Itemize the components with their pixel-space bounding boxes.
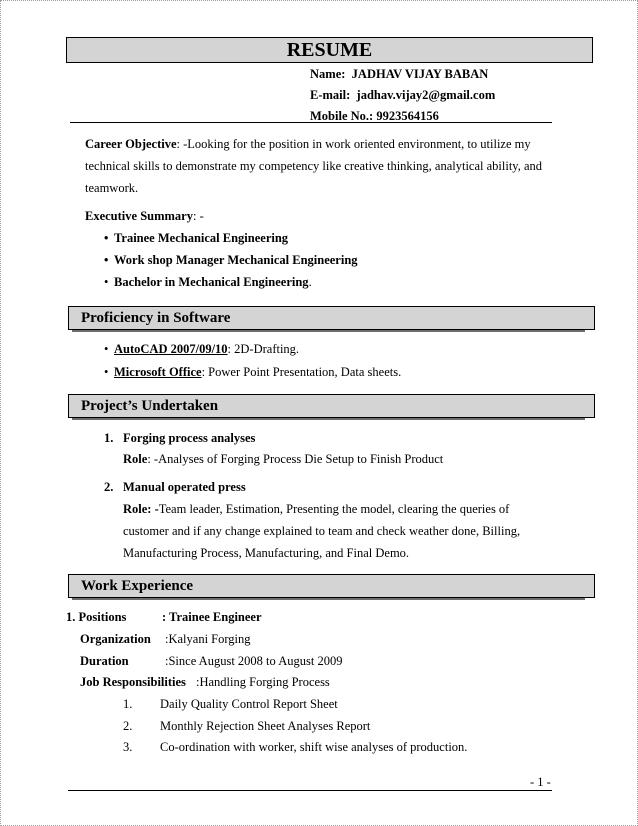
career-objective-text-3: teamwork.	[85, 181, 139, 195]
executive-summary-heading	[85, 205, 204, 227]
duration-value: :Since August 2008 to August 2009	[165, 654, 343, 668]
organization-value: :Kalyani Forging	[165, 632, 251, 646]
project-number: 2.	[104, 480, 114, 494]
section-heading-work: Work Experience	[68, 574, 595, 598]
organization-label: Organization	[80, 632, 151, 646]
name-value: JADHAV VIJAY BABAN	[351, 67, 489, 81]
duty-number: 2.	[123, 719, 133, 733]
section-heading-projects: Project’s Undertaken	[68, 394, 595, 418]
name-separator: :	[341, 67, 346, 81]
executive-item: • Work shop Manager Mechanical Engineering	[104, 253, 358, 267]
project-role	[123, 498, 555, 520]
job-responsibilities-value: :Handling Forging Process	[196, 675, 330, 689]
duration-label: Duration	[80, 654, 129, 668]
bullet-icon: •	[104, 365, 109, 379]
executive-item: • Trainee Mechanical Engineering	[104, 231, 289, 245]
career-objective-line-1	[85, 133, 554, 155]
duty-number: 1.	[123, 697, 133, 711]
project-role-line: customer and if any change explained to team and check weather done, Billing,	[123, 524, 521, 538]
email-value: jadhav.vijay2@gmail.com	[356, 88, 496, 102]
career-objective-label: Career Objective	[85, 137, 177, 151]
name-label: Name	[310, 67, 342, 81]
contact-name	[310, 67, 488, 82]
project-title: Manual operated press	[123, 480, 246, 494]
role-text: Team leader, Estimation, Presenting the model, clearing the queries of	[158, 502, 510, 516]
footer-divider	[68, 790, 552, 791]
project-title: Forging process analyses	[123, 431, 256, 445]
role-label: Role	[123, 452, 148, 466]
bullet-icon: •	[104, 231, 109, 245]
mobile-value: 9923564156	[376, 109, 439, 123]
contact-divider	[70, 122, 552, 123]
career-objective-text-2: technical skills to demonstrate my competency like creative thinking, analytical ability, and	[85, 159, 543, 173]
duty-text: Daily Quality Control Report Sheet	[160, 697, 338, 711]
duty-number: 3.	[123, 740, 133, 754]
career-objective-text-1: : -Looking for the position in work oriented environment, to utilize my	[176, 137, 531, 151]
role-text: : -Analyses of Forging Process Die Setup to Finish Product	[147, 452, 444, 466]
positions-value: : Trainee Engineer	[162, 610, 262, 624]
positions-label: 1. Positions	[66, 610, 127, 624]
software-item: • Microsoft Office: Power Point Presentation, Data sheets.	[104, 365, 402, 379]
bullet-icon: •	[104, 253, 109, 267]
bullet-icon: •	[104, 275, 109, 289]
project-number: 1.	[104, 431, 114, 445]
contact-email	[310, 88, 495, 103]
mobile-label: Mobile No.:	[310, 109, 374, 123]
project-role-line: Manufacturing Process, Manufacturing, and Final Demo.	[123, 546, 410, 560]
resume-title: RESUME	[66, 37, 593, 63]
career-objective-line-2	[85, 155, 554, 177]
job-responsibilities-label: Job Responsibilities	[80, 675, 186, 689]
page-number: - 1 -	[530, 775, 551, 789]
executive-item: • Bachelor in Mechanical Engineering.	[104, 275, 312, 289]
email-label: E-mail:	[310, 88, 351, 102]
section-heading-software: Proficiency in Software	[68, 306, 595, 330]
software-item: • AutoCAD 2007/09/10: 2D-Drafting.	[104, 342, 300, 356]
project-role	[123, 452, 443, 467]
role-label: Role: -	[123, 502, 159, 516]
career-objective-line-3	[85, 177, 138, 199]
bullet-icon: •	[104, 342, 109, 356]
duty-text: Monthly Rejection Sheet Analyses Report	[160, 719, 371, 733]
executive-summary-label: Executive Summary	[85, 209, 193, 223]
executive-summary-suffix: : -	[192, 209, 204, 223]
duty-text: Co-ordination with worker, shift wise analyses of production.	[160, 740, 468, 754]
